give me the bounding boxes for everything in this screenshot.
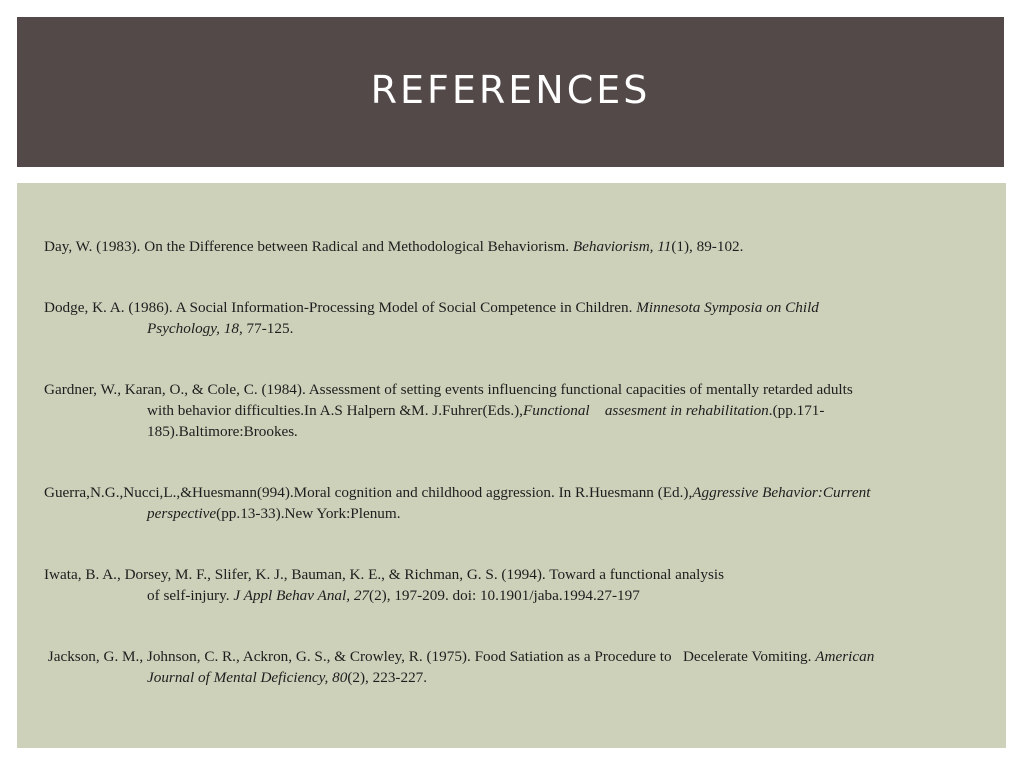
slide-title: REFERENCES xyxy=(370,68,651,112)
reference-line xyxy=(44,482,989,503)
reference-text: (2), 223-227. xyxy=(347,669,428,686)
reference-text: (pp.13-33).New York:Plenum. xyxy=(216,505,401,522)
reference-gardner-1984 xyxy=(44,379,989,442)
reference-text: of self-injury. xyxy=(147,587,234,604)
reference-text: , 77-125. xyxy=(238,320,294,337)
reference-journal: Minnesota Symposia on Child xyxy=(636,299,819,316)
reference-text: Iwata, B. A., Dorsey, M. F., Slifer, K. J., Bauman, K. E., & Richman, G. S. (1994). Toward a functional analysis xyxy=(44,566,725,583)
reference-line xyxy=(44,646,989,667)
reference-text: . xyxy=(294,423,299,440)
reference-line xyxy=(44,503,989,524)
reference-book-title: perspective xyxy=(147,505,217,522)
reference-book-title: Aggressive Behavior:Current xyxy=(692,484,871,501)
reference-day-1983 xyxy=(44,236,989,257)
reference-text: with behavior difficulties.In A.S Halpern &M. J.Fuhrer(Eds.), xyxy=(147,402,523,419)
reference-journal: J Appl Behav Anal, 27 xyxy=(233,587,370,604)
reference-text: Gardner, W., Karan, O., & Cole, C. (1984). Assessment of setting events influencing functional capacities of mentally retarded adults xyxy=(44,381,853,398)
reference-line xyxy=(44,379,989,400)
reference-line xyxy=(44,564,989,585)
reference-line xyxy=(44,236,989,257)
reference-book-title: Functional assesment in rehabilitation xyxy=(522,402,769,419)
reference-line xyxy=(44,400,989,421)
reference-line xyxy=(44,318,989,339)
reference-line xyxy=(44,667,989,688)
reference-iwata-1994 xyxy=(44,564,989,606)
reference-journal: Behaviorism, 11 xyxy=(572,238,672,255)
reference-line xyxy=(44,421,989,442)
reference-dodge-1986 xyxy=(44,297,989,339)
reference-text: Day, W. (1983). On the Difference between Radical and Methodological Behaviorism. xyxy=(44,238,573,255)
reference-line xyxy=(44,585,989,606)
reference-journal: Psychology, 18 xyxy=(147,320,239,337)
reference-journal: Journal of Mental Deficiency, 80 xyxy=(147,669,348,686)
reference-jackson-1975 xyxy=(44,646,989,688)
content-panel xyxy=(17,183,1006,748)
title-bar xyxy=(17,17,1004,167)
reference-text: Dodge, K. A. (1986). A Social Information-Processing Model of Social Competence in Children. xyxy=(44,299,637,316)
reference-line xyxy=(44,297,989,318)
reference-text: (1), 89-102. xyxy=(671,238,744,255)
reference-journal: American xyxy=(815,648,875,665)
reference-text: Jackson, G. M., Johnson, C. R., Ackron, G. S., & Crowley, R. (1975). Food Satiation as a Procedure to Decelerate Vomiting. xyxy=(44,648,816,665)
reference-text: .(pp.171- xyxy=(768,402,825,419)
reference-text: (2), 197-209. doi: 10.1901/jaba.1994.27-197 xyxy=(369,587,640,604)
reference-text: 185).Baltimore:Brookes xyxy=(147,423,295,440)
reference-guerra xyxy=(44,482,989,524)
reference-text: Guerra,N.G.,Nucci,L.,&Huesmann(994).Moral cognition and childhood aggression. In R.Huesmann (Ed.), xyxy=(44,484,693,501)
